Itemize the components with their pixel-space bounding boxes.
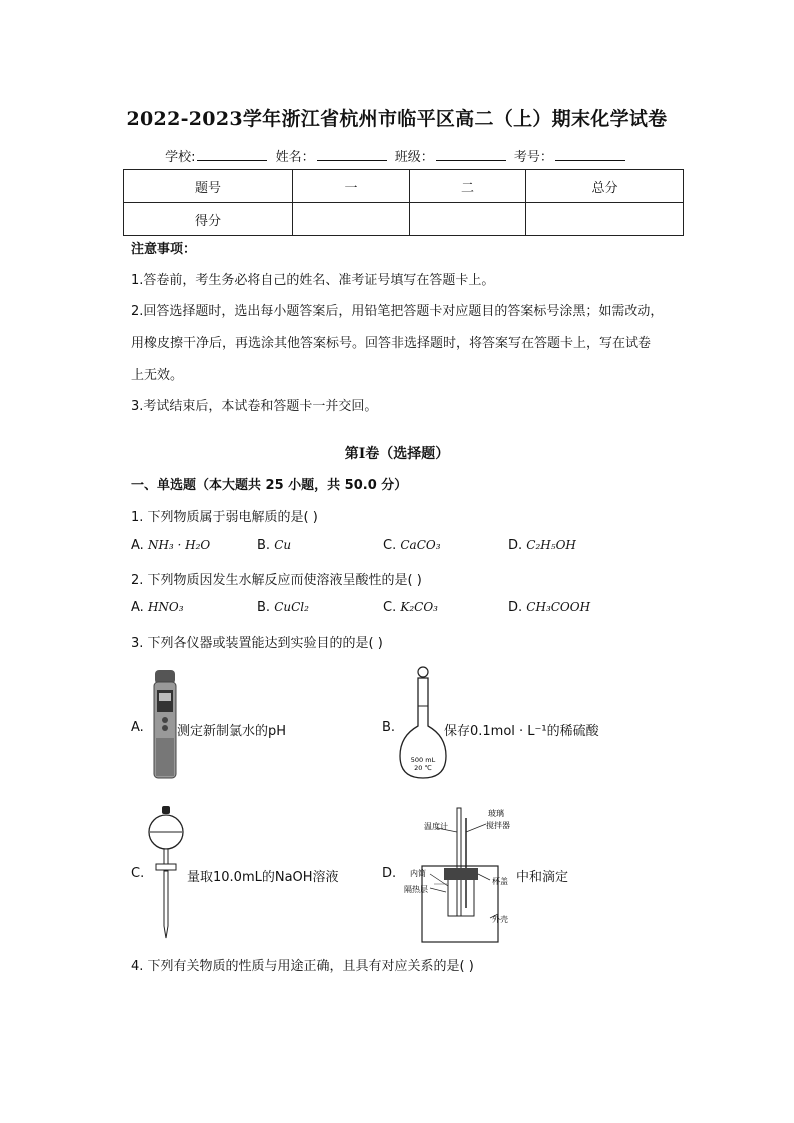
option-label: D. [508, 600, 523, 615]
thermometer-label: 温度计 [424, 822, 448, 831]
question-2-stem: 2. 下列物质因发生水解反应而使溶液呈酸性的是( ) [131, 573, 422, 588]
option-text: HNO₃ [147, 600, 184, 614]
insulation-label: 隔热层 [404, 885, 428, 894]
class-label: 班级： [394, 150, 434, 165]
table-cell [293, 203, 410, 236]
q3-option-c-label: C. [131, 866, 145, 881]
q2-option-d [508, 600, 590, 615]
q2-option-a [131, 600, 184, 615]
q1-option-d [508, 538, 576, 553]
ph-meter-pen-image [150, 668, 180, 784]
q2-option-c [383, 600, 438, 615]
q2-option-b [257, 600, 309, 615]
pen-button [162, 717, 168, 723]
option-label: C. [383, 600, 397, 615]
volumetric-flask-image [396, 664, 450, 782]
class-blank [436, 148, 506, 161]
option-label: C. [383, 538, 397, 553]
option-label: D. [508, 538, 523, 553]
table-cell: 总分 [526, 170, 684, 203]
flask-label: 500 mL [410, 756, 436, 764]
note-item: 上无效。 [131, 368, 184, 383]
q3-option-b-text: 保存0.1mol · L⁻¹的稀硫酸 [444, 724, 599, 739]
leader-line [478, 874, 490, 880]
leader-line [430, 888, 446, 892]
student-info-line [0, 146, 794, 165]
separatory-funnel-image [146, 806, 186, 942]
option-text: CuCl₂ [274, 600, 309, 614]
table-row [124, 203, 684, 236]
q3-option-b-label: B. [382, 720, 396, 735]
exam-number-label: 考号： [513, 150, 553, 165]
exam-number-blank [555, 148, 625, 161]
funnel-stopper [162, 806, 170, 814]
option-text: Cu [274, 538, 292, 552]
option-label: B. [257, 600, 271, 615]
notes-heading: 注意事项： [131, 242, 197, 257]
note-item: 3.考试结束后，本试卷和答题卡一并交回。 [131, 399, 378, 414]
option-label: B. [257, 538, 271, 553]
q3-option-d-text: 中和滴定 [516, 870, 569, 885]
pen-probe-cover [156, 738, 174, 776]
note-item: 1.答卷前，考生务必将自己的姓名、准考证号填写在答题卡上。 [131, 273, 495, 288]
school-blank [197, 148, 267, 161]
q3-option-c-text: 量取10.0mL的NaOH溶液 [187, 870, 339, 885]
option-label: A. [131, 600, 144, 615]
stirrer-label: 玻璃 [488, 809, 504, 818]
table-cell [526, 203, 684, 236]
question-3-stem: 3. 下列各仪器或装置能达到实验目的的是( ) [131, 636, 383, 651]
option-text: C₂H₅OH [526, 538, 576, 552]
option-text: CaCO₃ [400, 538, 441, 552]
pen-button [162, 725, 168, 731]
question-1-stem: 1. 下列物质属于弱电解质的是( ) [131, 510, 318, 525]
stirrer-label: 搅拌器 [486, 821, 510, 830]
name-label: 姓名： [275, 150, 315, 165]
flask-label: 20 ℃ [414, 764, 432, 772]
table-row [124, 170, 684, 203]
school-label: 学校: [165, 150, 196, 165]
q1-option-b [257, 538, 291, 553]
option-text: CH₃COOH [526, 600, 591, 614]
part-title: 一、单选题（本大题共 25 小题，共 50.0 分） [131, 478, 408, 493]
funnel-tip [164, 871, 168, 938]
option-text: NH₃ · H₂O [147, 538, 211, 552]
score-table [123, 169, 684, 236]
question-4-stem: 4. 下列有关物质的性质与用途正确，且具有对应关系的是( ) [131, 959, 474, 974]
table-cell: 题号 [124, 170, 293, 203]
leader-line [466, 824, 486, 832]
note-item: 用橡皮擦干净后，再选涂其他答案标号。回答非选择题时，将答案写在答题卡上，写在试卷 [131, 336, 652, 351]
table-cell: 一 [293, 170, 410, 203]
section-title: 第Ⅰ卷（选择题） [344, 446, 450, 462]
thermometer [457, 808, 461, 916]
name-blank [317, 148, 387, 161]
calorimeter-apparatus-image [400, 804, 524, 944]
page-title: 2022-2023学年浙江省杭州市临平区高二（上）期末化学试卷 [126, 108, 668, 130]
table-cell: 得分 [124, 203, 293, 236]
note-item: 2.回答选择题时，选出每小题答案后，用铅笔把答题卡对应题目的答案标号涂黑；如需改动， [131, 304, 664, 319]
q3-option-d-label: D. [382, 866, 397, 881]
q1-option-a [131, 538, 210, 553]
table-cell: 二 [410, 170, 526, 203]
option-label: A. [131, 538, 144, 553]
flask-stopper [418, 667, 428, 677]
inner-cup-label: 内筒 [410, 869, 426, 878]
q1-option-c [383, 538, 441, 553]
outer-shell-label: 外壳 [492, 915, 508, 924]
lid-label: 杯盖 [492, 877, 508, 886]
option-text: K₂CO₃ [400, 600, 438, 614]
q3-option-a-label: A. [131, 720, 144, 735]
cup-lid [444, 868, 478, 880]
pen-screen [159, 693, 171, 701]
q3-option-a-text: 测定新制氯水的pH [177, 724, 287, 739]
funnel-stopcock [156, 864, 176, 870]
table-cell [410, 203, 526, 236]
